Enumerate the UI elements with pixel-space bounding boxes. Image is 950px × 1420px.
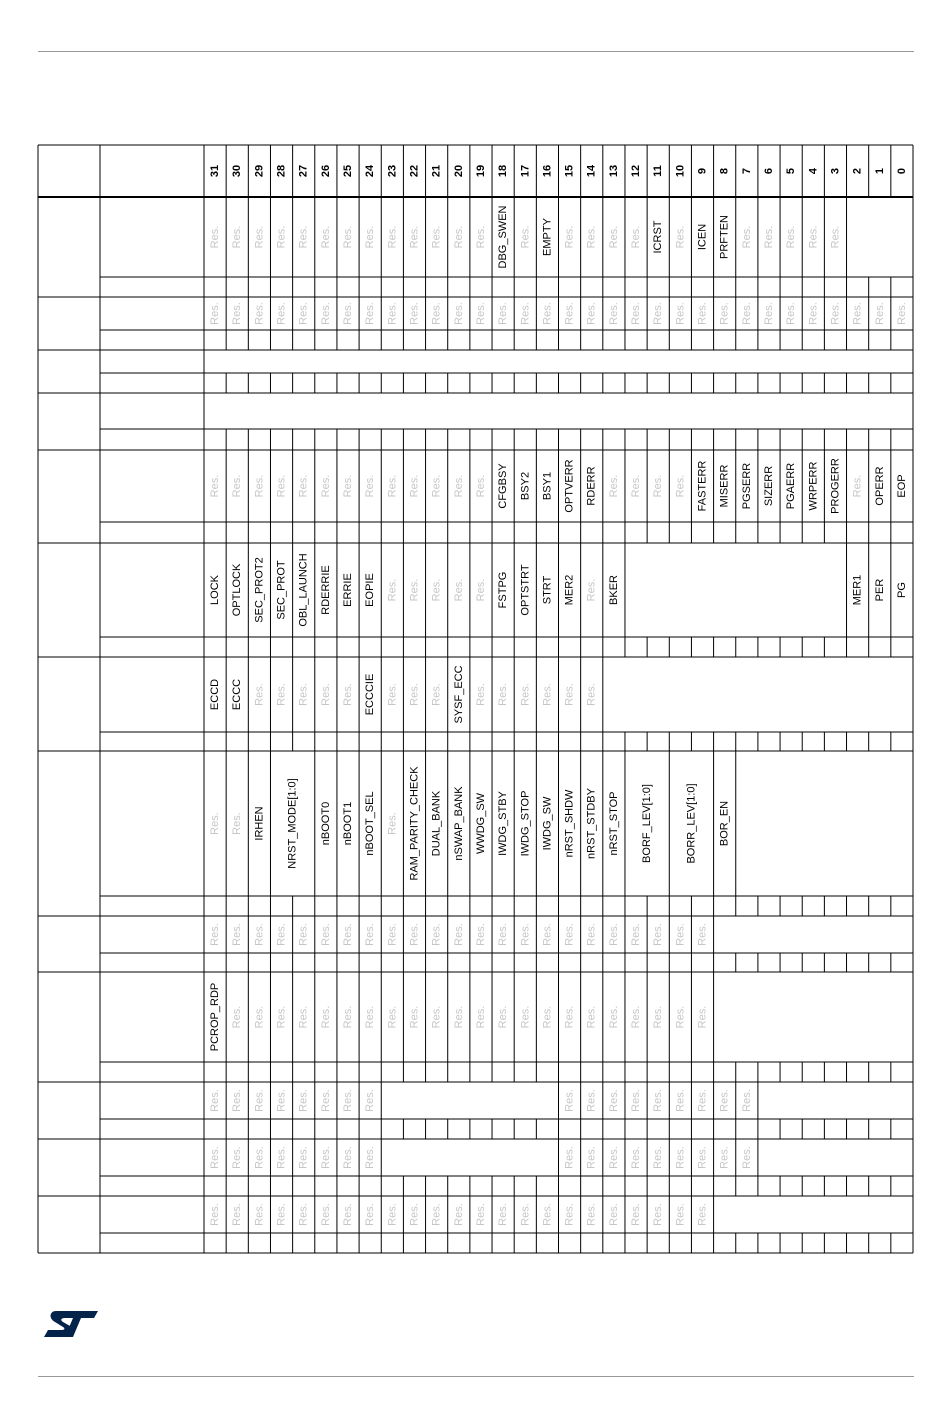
field-name: nBOOT1	[342, 801, 355, 846]
field-name: PER	[873, 578, 886, 602]
reserved-field: Res.	[275, 1146, 288, 1169]
reserved-field: Res.	[342, 1203, 355, 1226]
field-name: SEC_PROT	[275, 560, 288, 620]
reserved-field: Res.	[319, 1089, 332, 1112]
reserved-field: Res.	[209, 302, 222, 325]
reserved-field: Res.	[585, 683, 598, 706]
reserved-field: Res.	[364, 1089, 377, 1112]
field-name: BORF_LEV[1:0]	[641, 784, 654, 863]
reserved-field: Res.	[541, 1203, 554, 1226]
reserved-field: Res.	[297, 302, 310, 325]
reserved-field: Res.	[209, 1203, 222, 1226]
reserved-field: Res.	[718, 1089, 731, 1112]
field-name: BOR_EN	[718, 800, 731, 847]
field-name: NRST_MODE[1:0]	[286, 778, 299, 869]
reserved-field: Res.	[652, 1089, 665, 1112]
bit-number: 0	[895, 167, 908, 175]
bit-number: 28	[275, 164, 288, 178]
reserved-field: Res.	[253, 683, 266, 706]
reserved-field: Res.	[275, 474, 288, 498]
field-name: IWDG_STOP	[519, 790, 532, 857]
reserved-field: Res.	[386, 474, 399, 498]
reserved-field: Res.	[342, 302, 355, 325]
field-name: ERRIE	[342, 573, 355, 607]
field-name: OPTVERR	[563, 459, 576, 513]
bit-number: 10	[674, 164, 687, 178]
reserved-field: Res.	[696, 1203, 709, 1226]
reserved-field: Res.	[386, 1005, 399, 1029]
reserved-field: Res.	[674, 1089, 687, 1112]
reserved-field: Res.	[253, 302, 266, 325]
reserved-field: Res.	[652, 302, 665, 325]
reserved-field: Res.	[807, 225, 820, 249]
reserved-field: Res.	[696, 1005, 709, 1029]
reserved-field: Res.	[474, 474, 487, 498]
reserved-field: Res.	[231, 225, 244, 249]
field-name: PRFTEN	[718, 215, 731, 259]
reserved-field: Res.	[253, 1203, 266, 1226]
reserved-field: Res.	[231, 923, 244, 946]
reserved-field: Res.	[563, 923, 576, 946]
field-name: CFGBSY	[497, 463, 510, 509]
reserved-field: Res.	[231, 1089, 244, 1112]
field-name: LOCK	[209, 575, 222, 605]
field-name: IWDG_STBY	[497, 791, 510, 856]
field-name: PG	[895, 582, 908, 598]
reserved-field: Res.	[231, 812, 244, 835]
reserved-field: Res.	[740, 1146, 753, 1169]
reserved-field: Res.	[319, 683, 332, 706]
field-name: BKER	[607, 575, 620, 605]
reserved-field: Res.	[785, 302, 798, 325]
bit-number: 16	[541, 164, 554, 178]
reserved-field: Res.	[474, 1203, 487, 1226]
reserved-field: Res.	[408, 1203, 421, 1226]
bit-number: 30	[231, 164, 244, 178]
reserved-field: Res.	[652, 1005, 665, 1029]
reserved-field: Res.	[607, 1089, 620, 1112]
reserved-field: Res.	[630, 1203, 643, 1226]
reserved-field: Res.	[297, 1089, 310, 1112]
reserved-field: Res.	[253, 474, 266, 498]
reserved-field: Res.	[231, 1005, 244, 1029]
reserved-field: Res.	[386, 923, 399, 946]
reserved-field: Res.	[209, 1089, 222, 1112]
reserved-field: Res.	[452, 1005, 465, 1029]
reserved-field: Res.	[231, 1146, 244, 1169]
reserved-field: Res.	[342, 474, 355, 498]
reserved-field: Res.	[652, 1146, 665, 1169]
bit-number: 26	[319, 164, 332, 178]
reserved-field: Res.	[607, 474, 620, 498]
field-name: nBOOT0	[319, 801, 332, 846]
reserved-field: Res.	[497, 1005, 510, 1029]
reserved-field: Res.	[829, 225, 842, 249]
bit-number: 17	[519, 164, 532, 178]
bit-number: 5	[785, 167, 798, 175]
reserved-field: Res.	[474, 578, 487, 602]
reserved-field: Res.	[386, 302, 399, 325]
reserved-field: Res.	[430, 474, 443, 498]
field-name: OPTSTRT	[519, 564, 532, 616]
reserved-field: Res.	[342, 1005, 355, 1029]
bit-number: 13	[607, 164, 620, 178]
bit-number: 29	[253, 164, 266, 178]
reserved-field: Res.	[231, 302, 244, 325]
reserved-field: Res.	[297, 683, 310, 706]
reserved-field: Res.	[408, 474, 421, 498]
reserved-field: Res.	[275, 683, 288, 706]
reserved-field: Res.	[253, 1146, 266, 1169]
bit-number: 11	[652, 165, 665, 177]
field-name: FSTPG	[497, 571, 510, 609]
field-name: RDERRIE	[319, 565, 332, 615]
reserved-field: Res.	[430, 578, 443, 602]
field-name: MER1	[851, 574, 864, 606]
bit-number: 8	[718, 167, 731, 175]
bit-number: 6	[762, 167, 775, 175]
reserved-field: Res.	[674, 474, 687, 498]
reserved-field: Res.	[607, 1146, 620, 1169]
reserved-field: Res.	[563, 302, 576, 325]
reserved-field: Res.	[718, 302, 731, 325]
reserved-field: Res.	[474, 225, 487, 249]
reserved-field: Res.	[630, 225, 643, 249]
reserved-field: Res.	[231, 1203, 244, 1226]
reserved-field: Res.	[297, 474, 310, 498]
reserved-field: Res.	[275, 225, 288, 249]
bit-number: 22	[408, 164, 421, 178]
field-name: nRST_STDBY	[585, 788, 598, 859]
reserved-field: Res.	[652, 1203, 665, 1226]
reserved-field: Res.	[519, 923, 532, 946]
reserved-field: Res.	[430, 923, 443, 946]
field-name: nRST_STOP	[607, 791, 620, 856]
reserved-field: Res.	[696, 1146, 709, 1169]
field-name: nSWAP_BANK	[452, 786, 465, 861]
bit-number: 19	[474, 164, 487, 178]
reserved-field: Res.	[630, 1005, 643, 1029]
reserved-field: Res.	[674, 1005, 687, 1029]
bit-number: 1	[873, 167, 886, 175]
reserved-field: Res.	[497, 923, 510, 946]
reserved-field: Res.	[674, 1203, 687, 1226]
field-name: BSY2	[519, 471, 532, 501]
reserved-field: Res.	[319, 1005, 332, 1029]
field-name: FASTERR	[696, 460, 709, 512]
reserved-field: Res.	[607, 302, 620, 325]
reserved-field: Res.	[342, 1089, 355, 1112]
reserved-field: Res.	[386, 578, 399, 602]
reserved-field: Res.	[762, 225, 775, 249]
reserved-field: Res.	[519, 1005, 532, 1029]
reserved-field: Res.	[785, 225, 798, 249]
reserved-field: Res.	[630, 1146, 643, 1169]
field-name: EMPTY	[541, 218, 554, 256]
reserved-field: Res.	[563, 1146, 576, 1169]
field-name: PROGERR	[829, 458, 842, 514]
field-name: OPTLOCK	[231, 563, 244, 617]
field-name: SEC_PROT2	[253, 557, 266, 623]
reserved-field: Res.	[209, 923, 222, 946]
reserved-field: Res.	[209, 474, 222, 498]
bit-number: 14	[585, 164, 598, 178]
field-name: EOP	[895, 474, 908, 498]
reserved-field: Res.	[585, 1146, 598, 1169]
reserved-field: Res.	[319, 923, 332, 946]
reserved-field: Res.	[541, 1005, 554, 1029]
reserved-field: Res.	[895, 302, 908, 325]
reserved-field: Res.	[652, 923, 665, 946]
reserved-field: Res.	[851, 302, 864, 325]
reserved-field: Res.	[585, 1089, 598, 1112]
reserved-field: Res.	[563, 683, 576, 706]
field-name: ECCD	[209, 678, 222, 711]
reserved-field: Res.	[674, 1146, 687, 1169]
reserved-field: Res.	[519, 302, 532, 325]
reserved-field: Res.	[209, 225, 222, 249]
reserved-field: Res.	[386, 1203, 399, 1226]
reserved-field: Res.	[607, 1005, 620, 1029]
reserved-field: Res.	[452, 474, 465, 498]
reserved-field: Res.	[430, 302, 443, 325]
reserved-field: Res.	[452, 1203, 465, 1226]
reserved-field: Res.	[674, 225, 687, 249]
reserved-field: Res.	[386, 683, 399, 706]
reserved-field: Res.	[497, 302, 510, 325]
reserved-field: Res.	[474, 302, 487, 325]
reserved-field: Res.	[297, 225, 310, 249]
reserved-field: Res.	[408, 302, 421, 325]
field-name: PGAERR	[785, 462, 798, 510]
reserved-field: Res.	[253, 225, 266, 249]
reserved-field: Res.	[297, 923, 310, 946]
reserved-field: Res.	[630, 923, 643, 946]
reserved-field: Res.	[342, 225, 355, 249]
reserved-field: Res.	[541, 923, 554, 946]
reserved-field: Res.	[452, 923, 465, 946]
reserved-field: Res.	[718, 1146, 731, 1169]
reserved-field: Res.	[253, 1089, 266, 1112]
reserved-field: Res.	[342, 923, 355, 946]
reserved-field: Res.	[829, 302, 842, 325]
reserved-field: Res.	[364, 302, 377, 325]
reserved-field: Res.	[275, 302, 288, 325]
reserved-field: Res.	[585, 1005, 598, 1029]
reserved-field: Res.	[696, 1089, 709, 1112]
reserved-field: Res.	[319, 1146, 332, 1169]
reserved-field: Res.	[297, 1203, 310, 1226]
field-name: BORR_LEV[1:0]	[685, 783, 698, 864]
reserved-field: Res.	[474, 683, 487, 706]
reserved-field: Res.	[585, 923, 598, 946]
reserved-field: Res.	[585, 1203, 598, 1226]
reserved-field: Res.	[297, 1005, 310, 1029]
field-name: PCROP_RDP	[209, 982, 222, 1052]
reserved-field: Res.	[342, 1146, 355, 1169]
bit-number: 4	[807, 167, 820, 175]
reserved-field: Res.	[319, 1203, 332, 1226]
reserved-field: Res.	[497, 683, 510, 706]
reserved-field: Res.	[585, 302, 598, 325]
field-name: IWDG_SW	[541, 796, 554, 851]
field-name: DUAL_BANK	[430, 790, 443, 857]
bit-number: 2	[851, 167, 864, 175]
reserved-field: Res.	[740, 1089, 753, 1112]
bit-number: 31	[209, 164, 222, 178]
field-name: PGSERR	[740, 462, 753, 510]
reserved-field: Res.	[408, 225, 421, 249]
reserved-field: Res.	[652, 474, 665, 498]
bit-number: 15	[563, 164, 576, 178]
reserved-field: Res.	[563, 1089, 576, 1112]
reserved-field: Res.	[364, 923, 377, 946]
bit-number: 27	[297, 164, 310, 178]
reserved-field: Res.	[430, 225, 443, 249]
reserved-field: Res.	[696, 302, 709, 325]
reserved-field: Res.	[452, 302, 465, 325]
bit-number: 9	[696, 167, 709, 175]
field-name: RAM_PARITY_CHECK	[408, 766, 421, 881]
reserved-field: Res.	[607, 923, 620, 946]
bit-number: 12	[630, 164, 643, 178]
bit-number: 25	[342, 164, 355, 178]
reserved-field: Res.	[740, 225, 753, 249]
reserved-field: Res.	[408, 923, 421, 946]
reserved-field: Res.	[408, 683, 421, 706]
reserved-field: Res.	[630, 1089, 643, 1112]
reserved-field: Res.	[563, 1203, 576, 1226]
reserved-field: Res.	[630, 474, 643, 498]
reserved-field: Res.	[319, 302, 332, 325]
reserved-field: Res.	[209, 812, 222, 835]
field-name: SYSF_ECC	[452, 665, 465, 724]
reserved-field: Res.	[364, 1005, 377, 1029]
field-name: EOPIE	[364, 573, 377, 607]
reserved-field: Res.	[319, 474, 332, 498]
reserved-field: Res.	[364, 474, 377, 498]
reserved-field: Res.	[275, 1089, 288, 1112]
reserved-field: Res.	[275, 923, 288, 946]
reserved-field: Res.	[275, 1203, 288, 1226]
reserved-field: Res.	[253, 923, 266, 946]
field-name: DBG_SWEN	[497, 205, 510, 269]
reserved-field: Res.	[607, 225, 620, 249]
reserved-field: Res.	[364, 225, 377, 249]
reserved-field: Res.	[342, 683, 355, 706]
reserved-field: Res.	[519, 683, 532, 706]
reserved-field: Res.	[762, 302, 775, 325]
field-name: RDERR	[585, 466, 598, 506]
field-name: SIZERR	[762, 465, 775, 507]
reserved-field: Res.	[541, 302, 554, 325]
reserved-field: Res.	[452, 578, 465, 602]
bit-number: 7	[740, 167, 753, 175]
field-name: nBOOT_SEL	[364, 791, 377, 856]
field-name: OPERR	[873, 466, 886, 506]
field-name: OBL_LAUNCH	[297, 553, 310, 627]
reserved-field: Res.	[497, 1203, 510, 1226]
reserved-field: Res.	[231, 474, 244, 498]
field-name: MER2	[563, 574, 576, 606]
reserved-field: Res.	[519, 225, 532, 249]
reserved-field: Res.	[408, 578, 421, 602]
reserved-field: Res.	[297, 1146, 310, 1169]
reserved-field: Res.	[430, 1005, 443, 1029]
reserved-field: Res.	[873, 302, 886, 325]
reserved-field: Res.	[430, 683, 443, 706]
st-logo-icon	[42, 1303, 102, 1343]
field-name: MISERR	[718, 464, 731, 508]
reserved-field: Res.	[674, 302, 687, 325]
field-name: ICEN	[696, 223, 709, 251]
reserved-field: Res.	[541, 683, 554, 706]
reserved-field: Res.	[585, 225, 598, 249]
reserved-field: Res.	[519, 1203, 532, 1226]
field-name: IRHEN	[253, 806, 266, 841]
reserved-field: Res.	[364, 1146, 377, 1169]
bit-number: 21	[430, 164, 443, 178]
reserved-field: Res.	[275, 1005, 288, 1029]
reserved-field: Res.	[807, 302, 820, 325]
reserved-field: Res.	[386, 812, 399, 835]
reserved-field: Res.	[452, 225, 465, 249]
field-name: ECCC	[231, 678, 244, 711]
reserved-field: Res.	[319, 225, 332, 249]
field-name: WRPERR	[807, 461, 820, 511]
reserved-field: Res.	[585, 578, 598, 602]
bit-number: 24	[364, 164, 377, 178]
bit-number: 23	[386, 164, 399, 178]
field-name: BSY1	[541, 471, 554, 501]
field-name: ECCCIE	[364, 673, 377, 716]
reserved-field: Res.	[474, 923, 487, 946]
field-name: nRST_SHDW	[563, 789, 576, 858]
reserved-field: Res.	[253, 1005, 266, 1029]
reserved-field: Res.	[386, 225, 399, 249]
reserved-field: Res.	[474, 1005, 487, 1029]
reserved-field: Res.	[563, 225, 576, 249]
bit-number: 3	[829, 167, 842, 175]
reserved-field: Res.	[430, 1203, 443, 1226]
reserved-field: Res.	[851, 474, 864, 498]
reserved-field: Res.	[209, 1146, 222, 1169]
reserved-field: Res.	[740, 302, 753, 325]
reserved-field: Res.	[696, 923, 709, 946]
reserved-field: Res.	[607, 1203, 620, 1226]
reserved-field: Res.	[408, 1005, 421, 1029]
bit-number: 18	[497, 164, 510, 178]
bit-number: 20	[452, 164, 465, 178]
reserved-field: Res.	[563, 1005, 576, 1029]
field-name: STRT	[541, 575, 554, 605]
field-name: WWDG_SW	[474, 792, 487, 855]
field-name: ICRST	[652, 220, 665, 254]
reserved-field: Res.	[674, 923, 687, 946]
reserved-field: Res.	[364, 1203, 377, 1226]
reserved-field: Res.	[630, 302, 643, 325]
